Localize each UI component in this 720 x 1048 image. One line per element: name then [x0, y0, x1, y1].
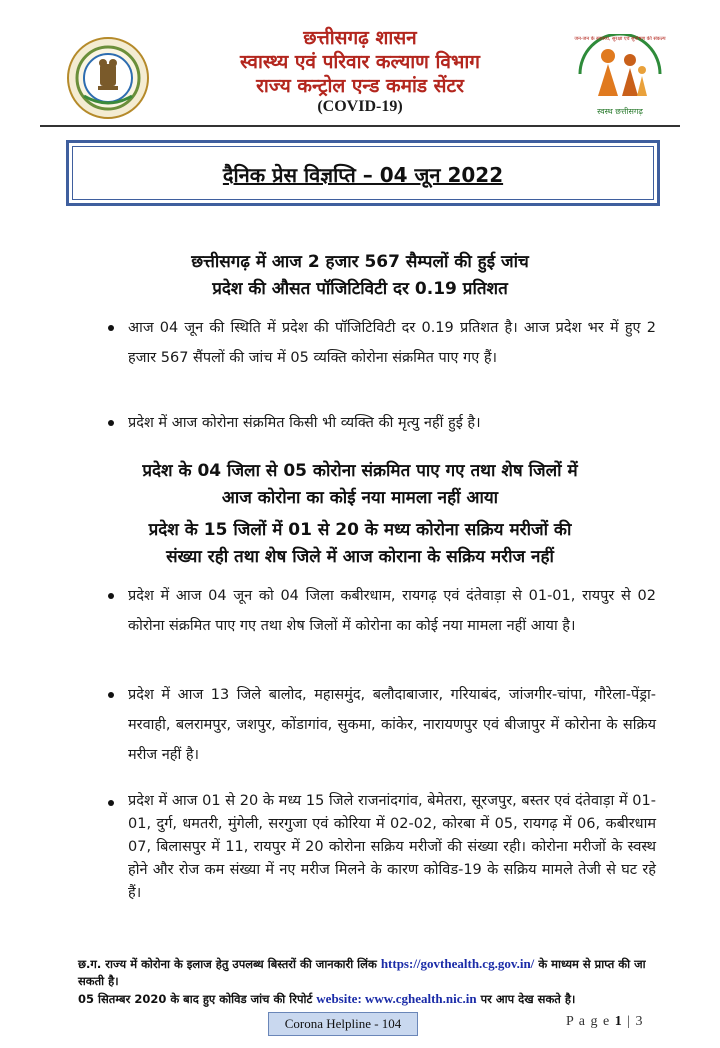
- footer-report-note: [78, 990, 668, 1008]
- bullet-b1-text: प्रदेश में आज 04 जून को 04 जिला कबीरधाम, रायगढ़ एवं दंतेवाड़ा से 01-01, रायपुर से 02 कोरोना संक्रमित पाए गए तथा शेष जिलों में कोरोना का कोई नया मामला नहीं आया है।: [128, 588, 656, 634]
- headline1-line2: प्रदेश की औसत पॉजिटिविटी दर 0.19 प्रतिशत: [212, 279, 508, 299]
- cghealth-website-link[interactable]: website: www.cghealth.nic.in: [316, 991, 477, 1006]
- bullet-b3-text: प्रदेश में आज 01 से 20 के मध्य 15 जिले राजनांदगांव, बेमेतरा, सूरजपुर, बस्तर एवं दंतेवाड़ा में 01-01, दुर्ग, धमतरी, मुंगेली, सरगुजा एवं कोरिया में 02-02, कोरबा में 05, रायगढ़ में 06, कबीरधाम 07, बिलासपुर में 11, रायपुर में 20 कोरोना सक्रिय मरीजों की संख्या रही। कोरोना मरीजों के स्वस्थ होने और रोज कम संख्या में नए मरीज मिलने के कारण कोविड-19 के सक्रिय मामले तेजी से घट रहे हैं।: [128, 793, 656, 901]
- footer-note2-prefix: 05 सितम्बर 2020 के बाद हुए कोविड जांच की रिपोर्ट: [78, 992, 313, 1006]
- header-covid-tag: (COVID-19): [317, 98, 403, 115]
- footer-note2-suffix: पर आप देख सकते है।: [480, 992, 576, 1006]
- bullet-dot: [108, 593, 114, 599]
- page-separator: |: [627, 1014, 632, 1029]
- bullet-dot: [108, 692, 114, 698]
- bullet-a1-text: आज 04 जून की स्थिति में प्रदेश की पॉजिटिविटी दर 0.19 प्रतिशत है। आज प्रदेश भर में हुए 2 हजार 567 सैंपलों की जांच में 05 व्यक्ति कोरोना संक्रमित पाए गए हैं।: [128, 320, 656, 366]
- page-total: 3: [635, 1014, 644, 1029]
- swasth-logo-slogan: जन-जन के स्वास्थ्य, सुरक्षा एवं सुपोषण की संकल्प: [574, 36, 666, 42]
- page-number: [566, 1014, 644, 1030]
- footer-note1-prefix: छ.ग. राज्य में कोरोना के इलाज हेतु उपलब्ध बिस्तरों की जानकारी लिंक: [78, 957, 377, 971]
- headline3-line1: प्रदेश के 15 जिलों में 01 से 20 के मध्य कोरोना सक्रिय मरीजों की: [148, 520, 572, 540]
- header-state-government: छत्तीसगढ़ शासन: [303, 27, 417, 49]
- header-divider: [40, 125, 680, 127]
- headline1-line1: छत्तीसगढ़ में आज 2 हजार 567 सैम्पलों की हुई जांच: [191, 252, 529, 272]
- bullet-dot: [108, 325, 114, 331]
- swasth-chhattisgarh-logo: [572, 34, 668, 124]
- header-department: स्वास्थ्य एवं परिवार कल्याण विभाग: [240, 51, 480, 73]
- corona-helpline-badge: Corona Helpline - 104: [268, 1012, 418, 1036]
- bullet-a2-text: प्रदेश में आज कोरोना संक्रमित किसी भी व्यक्ति की मृत्यु नहीं हुई है।: [128, 415, 481, 431]
- bullet-b2-text: प्रदेश में आज 13 जिले बालोद, महासमुंद, बलौदाबाजार, गरियाबंद, जांजगीर-चांपा, गौरेला-पेंड्रा-मरवाही, बलरामपुर, जशपुर, कोंडागांव, सुकमा, कांकेर, नारायणपुर एवं बीजापुर में कोरोना के सक्रिय मरीज नहीं है।: [128, 687, 656, 763]
- headline3-line2: संख्या रही तथा शेष जिले में आज कोराना के सक्रिय मरीज नहीं: [166, 547, 554, 567]
- press-release-title: दैनिक प्रेस विज्ञप्ति – 04 जून 2022: [222, 163, 504, 187]
- header-control-center: राज्य कन्ट्रोल एन्ड कमांड सेंटर: [256, 75, 464, 97]
- page-label: P a g e: [566, 1014, 611, 1029]
- headline2-line2: आज कोरोना का कोई नया मामला नहीं आया: [221, 488, 499, 508]
- bullet-dot: [108, 420, 114, 426]
- title-box: [66, 140, 660, 206]
- footer-bed-info-note: [78, 955, 668, 990]
- headline2-line1: प्रदेश के 04 जिला से 05 कोरोना संक्रमित पाए गए तथा शेष जिलों में: [142, 461, 578, 481]
- bullet-dot: [108, 800, 114, 806]
- govthealth-link[interactable]: https://govthealth.cg.gov.in/: [380, 956, 535, 971]
- swasth-logo-caption: स्वस्थ छत्तीसगढ़: [597, 107, 643, 116]
- page-current: 1: [614, 1014, 623, 1029]
- footer-note1-suffix: के माध्यम से प्राप्त की जा सकती है।: [78, 957, 646, 988]
